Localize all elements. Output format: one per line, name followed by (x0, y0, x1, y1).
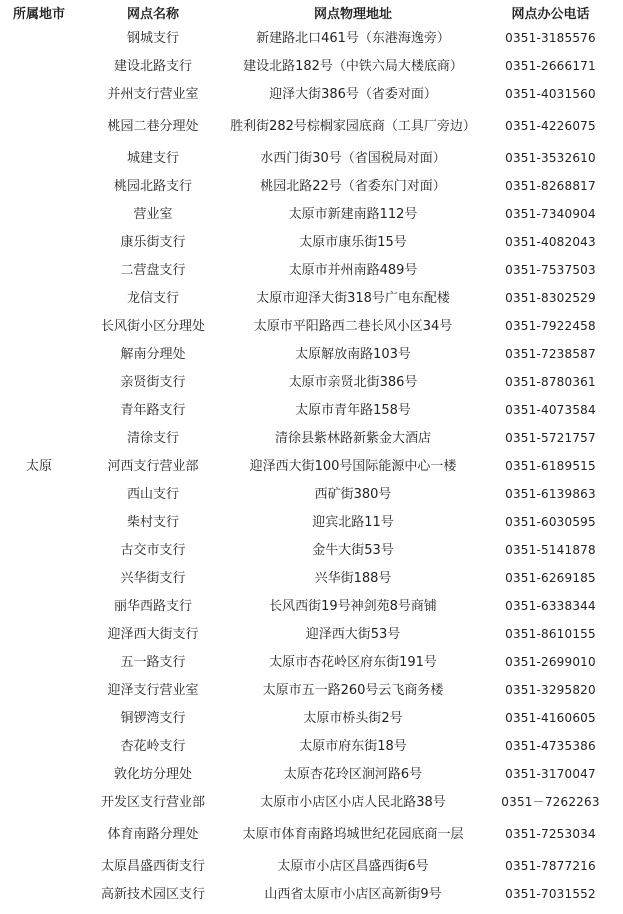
address-cell: 太原解放南路103号 (295, 346, 411, 362)
branch-name-cell: 清徐支行 (126, 430, 179, 446)
header-address: 网点物理地址 (313, 6, 392, 22)
table-row (0, 620, 623, 648)
phone-cell: 0351-6338344 (505, 598, 596, 613)
address-cell: 太原市迎泽大街318号广电东配楼 (256, 290, 450, 306)
phone-cell: 0351-3170047 (505, 766, 596, 781)
phone-cell: 0351-4226075 (505, 118, 596, 133)
branch-name-cell: 体育南路分理处 (107, 826, 199, 842)
city-cell: 太原 (25, 458, 52, 474)
phone-cell: 0351-5141878 (505, 542, 596, 557)
branch-name-cell: 营业室 (133, 206, 173, 222)
table-row (0, 508, 623, 536)
phone-cell: 0351-3295820 (505, 682, 596, 697)
branch-name-cell: 桃园北路支行 (113, 178, 192, 194)
phone-cell: 0351-7340904 (505, 206, 596, 221)
address-cell: 太原市新建南路112号 (288, 206, 418, 222)
branch-name-cell: 钢城支行 (126, 30, 179, 46)
header-phone: 网点办公电话 (511, 6, 590, 22)
branch-name-cell: 龙信支行 (126, 290, 179, 306)
branch-name-cell: 丽华西路支行 (113, 598, 192, 614)
branch-name-cell: 并州支行营业室 (107, 86, 199, 102)
branch-name-cell: 长风街小区分理处 (100, 318, 205, 334)
address-cell: 太原市亲贤北街386号 (288, 374, 418, 390)
address-cell: 太原市平阳路西二巷长风小区34号 (253, 318, 453, 334)
header-branch-name: 网点名称 (126, 6, 179, 22)
branch-name-cell: 敦化坊分理处 (113, 766, 192, 782)
branch-name-cell: 建设北路支行 (113, 58, 192, 74)
address-cell: 山西省太原市小店区高新街9号 (264, 886, 442, 902)
address-cell: 迎泽西大街53号 (305, 626, 401, 642)
address-cell: 水西门街30号（省国税局对面） (260, 150, 446, 166)
table-row (0, 312, 623, 340)
branch-name-cell: 太原昌盛西街支行 (100, 858, 205, 874)
phone-cell: 0351-7922458 (505, 318, 596, 333)
branch-name-cell: 迎泽支行营业室 (107, 682, 199, 698)
phone-cell: 0351-7877216 (505, 858, 596, 873)
branch-name-cell: 铜锣湾支行 (120, 710, 186, 726)
address-cell: 太原市小店区昌盛西街6号 (277, 858, 429, 874)
phone-cell: 0351-7253034 (505, 826, 596, 841)
phone-cell: 0351-2699010 (505, 654, 596, 669)
phone-cell: 0351-3185576 (505, 30, 596, 45)
table-row (0, 480, 623, 508)
branch-name-cell: 西山支行 (126, 486, 179, 502)
table-row (0, 396, 623, 424)
branch-name-cell: 开发区支行营业部 (100, 794, 205, 810)
address-cell: 迎泽西大街100号国际能源中心一楼 (249, 458, 457, 474)
phone-cell: 0351-4735386 (505, 738, 596, 753)
phone-cell: 0351-2666171 (505, 58, 596, 73)
phone-cell: 0351-6189515 (505, 458, 596, 473)
table-row (0, 788, 623, 816)
phone-cell: 0351-8780361 (505, 374, 596, 389)
address-cell: 桃园北路22号（省委东门对面） (260, 178, 446, 194)
branch-name-cell: 青年路支行 (120, 402, 186, 418)
branch-name-cell: 迎泽西大街支行 (107, 626, 199, 642)
phone-cell: 0351-4160605 (505, 710, 596, 725)
address-cell: 太原市杏花岭区府东街191号 (269, 654, 437, 670)
branch-name-cell: 兴华街支行 (120, 570, 186, 586)
table-row (0, 852, 623, 880)
phone-cell: 0351-3532610 (505, 150, 596, 165)
table-row (0, 144, 623, 172)
address-cell: 太原市桥头街2号 (303, 710, 403, 726)
address-cell: 胜利街282号棕榈家园底商（工具厂旁边） (230, 118, 476, 134)
address-cell: 金牛大街53号 (312, 542, 394, 558)
phone-cell: 0351-4082043 (505, 234, 596, 249)
branch-name-cell: 二营盘支行 (120, 262, 186, 278)
table-row (0, 424, 623, 452)
phone-cell: 0351-4031560 (505, 86, 596, 101)
phone-cell: 0351-8268817 (505, 178, 596, 193)
table-row (0, 108, 623, 144)
address-cell: 太原市康乐街15号 (299, 234, 407, 250)
phone-cell: 0351-6139863 (505, 486, 596, 501)
address-cell: 清徐县紫林路新紫金大酒店 (274, 430, 431, 446)
branch-name-cell: 五一路支行 (120, 654, 186, 670)
table-row (0, 80, 623, 108)
table-row (0, 704, 623, 732)
phone-cell: 0351-7238587 (505, 346, 596, 361)
phone-cell: 0351-7031552 (505, 886, 596, 901)
address-cell: 太原市体育南路坞城世纪花园底商一层 (242, 826, 464, 842)
branch-name-cell: 城建支行 (126, 150, 179, 166)
branch-name-cell: 亲贤街支行 (120, 374, 186, 390)
branch-name-cell: 解南分理处 (120, 346, 186, 362)
table-row (0, 52, 623, 80)
branch-name-cell: 古交市支行 (120, 542, 186, 558)
address-cell: 太原杏花玲区涧河路6号 (283, 766, 423, 782)
table-row (0, 228, 623, 256)
branch-name-cell: 康乐街支行 (120, 234, 186, 250)
table-row (0, 452, 623, 480)
table-row (0, 24, 623, 52)
phone-cell: 0351－7262263 (501, 794, 600, 809)
phone-cell: 0351-4073584 (505, 402, 596, 417)
address-cell: 建设北路182号（中铁六局大楼底商） (243, 58, 463, 74)
address-cell: 新建路北口461号（东港海逸旁） (256, 30, 450, 46)
phone-cell: 0351-8302529 (505, 290, 596, 305)
table-row (0, 648, 623, 676)
table-row (0, 536, 623, 564)
address-cell: 长风西街19号神剑苑8号商铺 (269, 598, 437, 614)
header-city: 所属地市 (12, 6, 65, 22)
address-cell: 太原市府东街18号 (299, 738, 407, 754)
phone-cell: 0351-5721757 (505, 430, 596, 445)
phone-cell: 0351-8610155 (505, 626, 596, 641)
table-row (0, 760, 623, 788)
phone-cell: 0351-7537503 (505, 262, 596, 277)
branch-name-cell: 河西支行营业部 (107, 458, 199, 474)
table-row (0, 340, 623, 368)
table-row (0, 256, 623, 284)
table-row (0, 172, 623, 200)
table-row (0, 368, 623, 396)
address-cell: 迎泽大街386号（省委对面） (269, 86, 437, 102)
table-row (0, 200, 623, 228)
phone-cell: 0351-6269185 (505, 570, 596, 585)
address-cell: 太原市五一路260号云飞商务楼 (262, 682, 444, 698)
address-cell: 迎宾北路11号 (312, 514, 394, 530)
address-cell: 西矿街380号 (314, 486, 392, 502)
table-row (0, 816, 623, 852)
address-cell: 太原市小店区小店人民北路38号 (260, 794, 446, 810)
table-row (0, 676, 623, 704)
branch-name-cell: 柴村支行 (126, 514, 179, 530)
address-cell: 太原市青年路158号 (295, 402, 411, 418)
table-row (0, 880, 623, 908)
table-row (0, 284, 623, 312)
table-row (0, 564, 623, 592)
phone-cell: 0351-6030595 (505, 514, 596, 529)
branch-name-cell: 高新技术园区支行 (100, 886, 205, 902)
table-row (0, 592, 623, 620)
branch-name-cell: 桃园二巷分理处 (107, 118, 199, 134)
table-header-row (0, 0, 623, 24)
address-cell: 兴华街188号 (314, 570, 392, 586)
table-row (0, 732, 623, 760)
address-cell: 太原市并州南路489号 (288, 262, 418, 278)
branch-name-cell: 杏花岭支行 (120, 738, 186, 754)
